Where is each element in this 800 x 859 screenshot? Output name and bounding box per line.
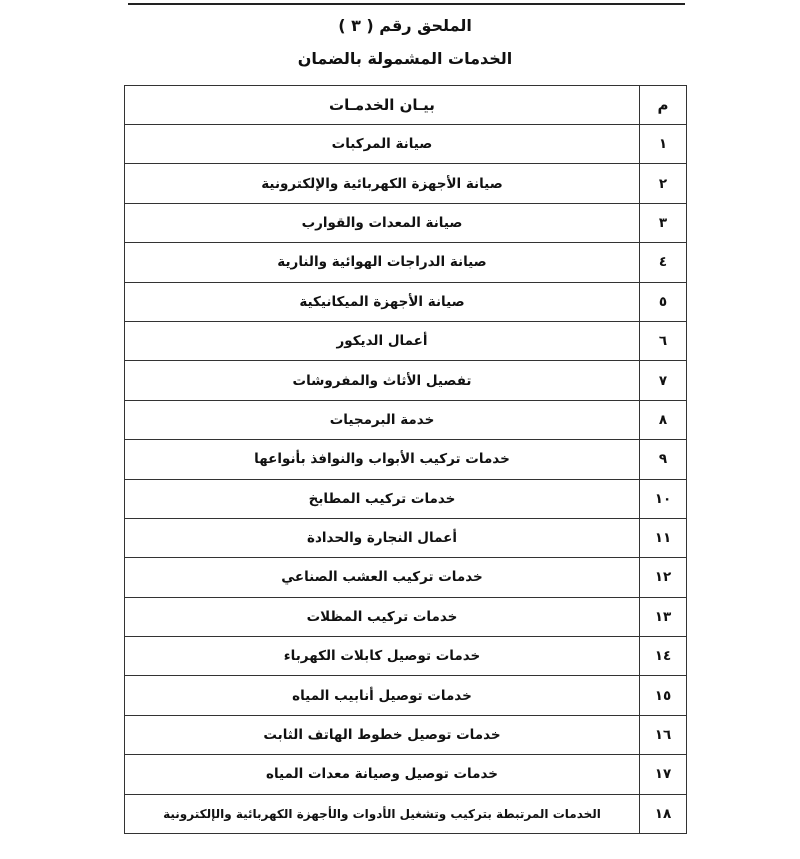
table-row [125,203,687,242]
row-description: خدمات توصيل كابلات الكهرباء [125,637,640,676]
row-description: أعمال النجارة والحدادة [125,518,640,557]
row-number: ١٦ [640,715,687,754]
row-number: ٣ [640,203,687,242]
row-number: ١٢ [640,558,687,597]
row-number: ٦ [640,321,687,360]
row-description: صيانة المركبات [125,125,640,164]
table-row [125,361,687,400]
document-subtitle: الخدمات المشمولة بالضمان [297,49,513,68]
row-number: ١٨ [640,794,687,833]
row-number: ٩ [640,440,687,479]
row-description: خدمات توصيل وصيانة معدات المياه [125,755,640,794]
row-description: أعمال الديكور [125,321,640,360]
row-description: صيانة الأجهزة الكهربائية والإلكترونية [125,164,640,203]
table-row [125,558,687,597]
row-number: ٢ [640,164,687,203]
row-number: ٥ [640,282,687,321]
row-number: ١ [640,125,687,164]
header-number: م [640,86,687,125]
table-row [125,597,687,636]
row-description: خدمات توصيل خطوط الهاتف الثابت [125,715,640,754]
table-row [125,440,687,479]
table-row [125,715,687,754]
row-description: خدمات تركيب الأبواب والنوافذ بأنواعها [125,440,640,479]
table-row [125,676,687,715]
table-header-row [125,86,687,125]
top-divider [128,3,685,5]
table-row [125,243,687,282]
row-number: ٤ [640,243,687,282]
row-description: خدمات تركيب العشب الصناعي [125,558,640,597]
row-description: خدمات توصيل أنابيب المياه [125,676,640,715]
row-number: ٨ [640,400,687,439]
row-description: الخدمات المرتبطة بتركيب وتشغيل الأدوات والأجهزة الكهربائية والإلكترونية [125,794,640,833]
row-number: ١٤ [640,637,687,676]
row-description: تفصيل الأثاث والمفروشات [125,361,640,400]
table-row [125,479,687,518]
row-description: خدمات تركيب المظلات [125,597,640,636]
row-number: ٧ [640,361,687,400]
annex-title: الملحق رقم ( ٣ ) [338,16,472,35]
row-description: خدمة البرمجيات [125,400,640,439]
row-number: ١٥ [640,676,687,715]
row-description: صيانة الأجهزة الميكانيكية [125,282,640,321]
table-row [125,755,687,794]
table-row [125,321,687,360]
table-row [125,518,687,557]
table-row [125,125,687,164]
row-number: ١٧ [640,755,687,794]
table-row [125,637,687,676]
row-description: صيانة المعدات والقوارب [125,203,640,242]
row-number: ١٣ [640,597,687,636]
table-row [125,400,687,439]
services-table [124,85,687,834]
table-row [125,164,687,203]
table-row [125,282,687,321]
row-description: خدمات تركيب المطابخ [125,479,640,518]
row-number: ١١ [640,518,687,557]
row-description: صيانة الدراجات الهوائية والنارية [125,243,640,282]
row-number: ١٠ [640,479,687,518]
table-row [125,794,687,833]
header-description: بيـان الخدمـات [125,86,640,125]
